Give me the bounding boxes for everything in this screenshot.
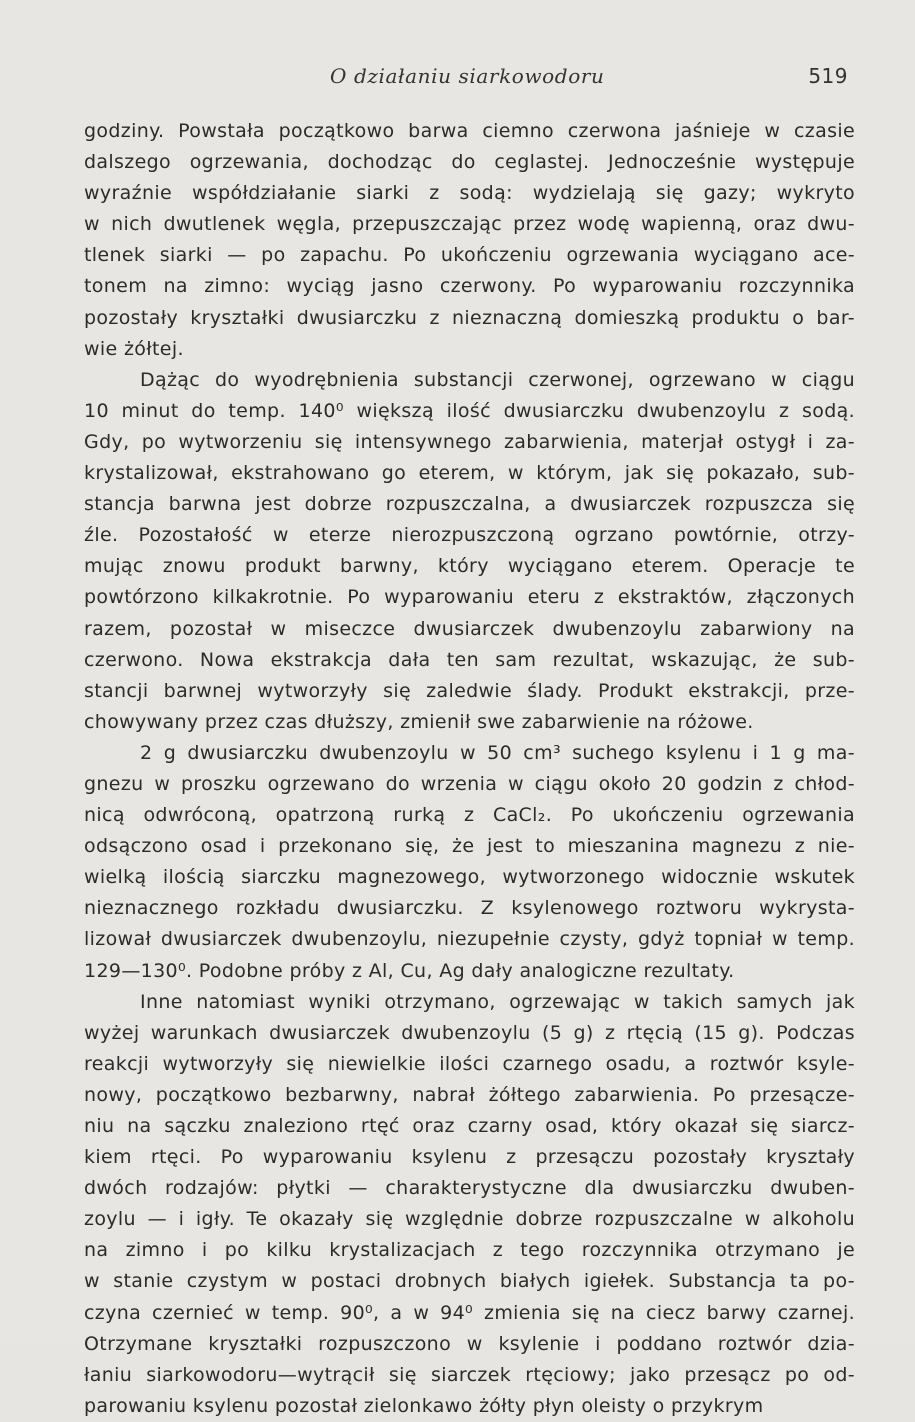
text-line: mując znowu produkt barwny, który wyciągano eterem. Operacje te: [84, 555, 855, 578]
text-line: krystalizował, ekstrahowano go eterem, w którym, jak się pokazało, sub-: [84, 462, 855, 485]
text-line: źle. Pozostałość w eterze nierozpuszczoną ogrzano powtórnie, otrzy-: [84, 524, 855, 547]
text-line: odsączono osad i przekonano się, że jest to mieszanina magnezu z nie-: [84, 835, 855, 858]
text-line: zoylu — i igły. Te okazały się względnie dobrze rozpuszczalne w alkoholu: [84, 1208, 855, 1231]
page-header: [0, 64, 915, 94]
text-line: razem, pozostał w miseczce dwusiarczek dwubenzoylu zabarwiony na: [84, 617, 855, 640]
text-line: niu na sączku znaleziono rtęć oraz czarny osad, który okazał się siarcz-: [84, 1115, 855, 1137]
text-line: 2 g dwusiarczku dwubenzoylu w 50 cm³ suchego ksylenu i 1 g ma-: [140, 741, 855, 764]
paragraph: [84, 365, 855, 738]
text-line: Gdy, po wytworzeniu się intensywnego zabarwienia, materjał ostygł i za-: [84, 430, 855, 453]
text-line: stancji barwnej wytworzyły się zaledwie ślady. Produkt ekstrakcji, prze-: [84, 679, 855, 702]
text-line: parowaniu ksylenu pozostał zielonkawo żółty płyn oleisty o przykrym: [84, 1394, 764, 1417]
text-line: lizował dwusiarczek dwubenzoylu, niezupełnie czysty, gdyż topniał w temp.: [84, 928, 855, 951]
text-line: Otrzymane kryształki rozpuszczono w ksylenie i poddano roztwór dzia-: [84, 1332, 855, 1355]
text-line: nieznacznego rozkładu dwusiarczku. Z ksylenowego roztworu wykrysta-: [84, 897, 855, 920]
text-line: Inne natomiast wyniki otrzymano, ogrzewając w takich samych jak: [140, 990, 855, 1013]
text-line: czyna czernieć w temp. 90⁰, a w 94⁰ zmienia się na ciecz barwy czarnej.: [84, 1301, 855, 1324]
running-title: O działaniu siarkowodoru: [330, 64, 605, 88]
text-line: na zimno i po kilku krystalizacjach z tego rozczynnika otrzymano je: [84, 1239, 855, 1262]
text-line: kiem rtęci. Po wyparowaniu ksylenu z przesączu pozostały kryształy: [84, 1146, 855, 1169]
text-line: gnezu w proszku ogrzewano do wrzenia w ciągu około 20 godzin z chłod-: [84, 772, 855, 795]
text-line: tonem na zimno: wyciąg jasno czerwony. Po wyparowaniu rozczynnika: [84, 275, 855, 298]
paragraph: [84, 116, 855, 365]
text-line: dalszego ogrzewania, dochodząc do ceglastej. Jednocześnie występuje: [84, 151, 855, 174]
page-number: 519: [808, 64, 848, 88]
text-line: godziny. Powstała początkowo barwa ciemno czerwona jaśnieje w czasie: [84, 120, 855, 142]
text-line: łaniu siarkowodoru—wytrącił się siarczek rtęciowy; jako przesącz po od-: [84, 1363, 855, 1386]
body-text: [84, 116, 855, 1422]
text-line: wie żółtej.: [84, 337, 184, 360]
text-line: pozostały kryształki dwusiarczku z nieznaczną domieszką produktu o bar-: [84, 306, 855, 329]
text-line: chowywany przez czas dłuższy, zmienił swe zabarwienie na różowe.: [84, 710, 754, 733]
text-line: nowy, początkowo bezbarwny, nabrał żółtego zabarwienia. Po przesącze-: [84, 1083, 855, 1106]
text-line: wyżej warunkach dwusiarczek dwubenzoylu (5 g) z rtęcią (15 g). Podczas: [84, 1021, 855, 1044]
text-line: w nich dwutlenek węgla, przepuszczając przez wodę wapienną, oraz dwu-: [84, 213, 855, 236]
text-line: tlenek siarki — po zapachu. Po ukończeniu ogrzewania wyciągano ace-: [84, 244, 855, 267]
text-line: wielką ilością siarczku magnezowego, wytworzonego widocznie wskutek: [84, 866, 855, 889]
text-line: czerwono. Nowa ekstrakcja dała ten sam rezultat, wskazując, że sub-: [84, 648, 855, 671]
text-line: wyraźnie współdziałanie siarki z sodą: wydzielają się gazy; wykryto: [84, 182, 855, 205]
text-line: 10 minut do temp. 140⁰ większą ilość dwusiarczku dwubenzoylu z sodą.: [84, 399, 855, 422]
text-line: reakcji wytworzyły się niewielkie ilości czarnego osadu, a roztwór ksyle-: [84, 1052, 855, 1075]
text-line: 129—130⁰. Podobne próby z Al, Cu, Ag dały analogiczne rezultaty.: [84, 959, 735, 982]
text-line: nicą odwróconą, opatrzoną rurką z CaCl₂. Po ukończeniu ogrzewania: [84, 804, 855, 827]
text-line: powtórzono kilkakrotnie. Po wyparowaniu eteru z ekstraktów, złączonych: [84, 586, 855, 609]
paragraph: [84, 987, 855, 1422]
text-line: dwóch rodzajów: płytki — charakterystyczne dla dwusiarczku dwuben-: [84, 1177, 855, 1200]
text-line: Dążąc do wyodrębnienia substancji czerwonej, ogrzewano w ciągu: [140, 368, 855, 391]
paragraph: [84, 738, 855, 987]
text-line: w stanie czystym w postaci drobnych białych igiełek. Substancja ta po-: [84, 1270, 855, 1293]
text-line: stancja barwna jest dobrze rozpuszczalna, a dwusiarczek rozpuszcza się: [84, 493, 855, 516]
